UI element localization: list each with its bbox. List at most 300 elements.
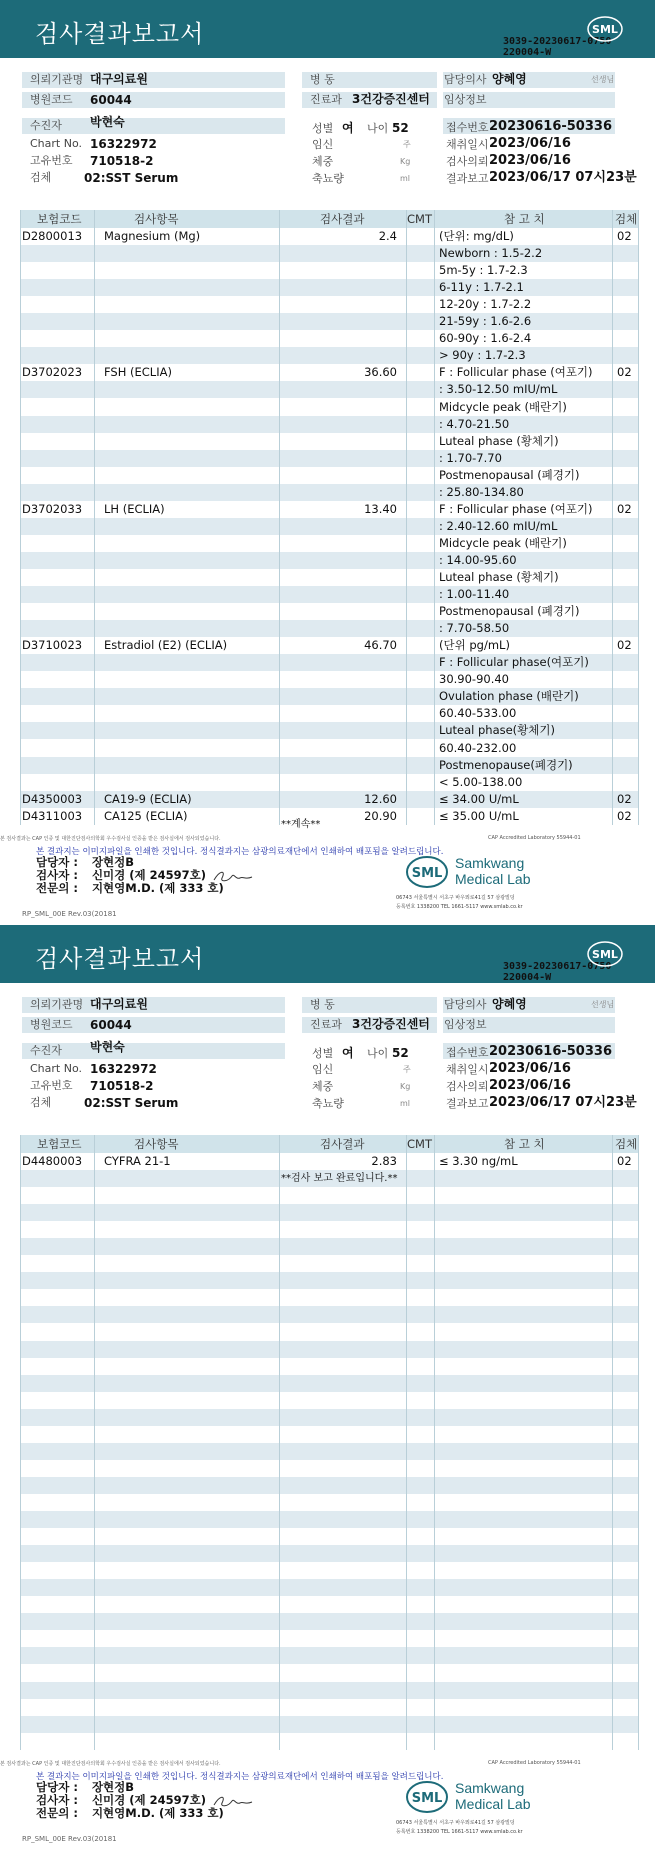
cell-result xyxy=(290,484,397,501)
cell-code xyxy=(22,552,92,569)
cell-ref: 21-59y : 1.6-2.6 xyxy=(439,314,532,329)
sex-label: 성별 xyxy=(312,122,334,135)
report-title: 검사결과보고서 xyxy=(35,945,205,973)
doctor-value: 양혜영 xyxy=(492,997,527,1011)
cell-item xyxy=(104,757,274,774)
hosp-code-value: 60044 xyxy=(90,1018,132,1032)
cell-ref: : 3.50-12.50 mIU/mL xyxy=(439,382,558,397)
cell-item: CA19-9 (ECLIA) xyxy=(104,791,192,806)
lab-name-1: Samkwang xyxy=(455,855,525,871)
report-title: 검사결과보고서 xyxy=(35,20,205,48)
weight-label: 체중 xyxy=(312,1080,334,1093)
col-code: 보험코드 xyxy=(37,212,82,226)
cell-spec xyxy=(617,586,637,603)
row-stripe xyxy=(20,1375,638,1392)
cell-ref: (단위 pg/mL) xyxy=(439,638,510,653)
report-value: 2023/06/17 07시23분 xyxy=(489,1095,637,1110)
urine-label: 축뇨량 xyxy=(312,1097,344,1110)
cell-result: 2.4 xyxy=(378,229,397,243)
cell-ref: 60-90y : 1.6-2.4 xyxy=(439,331,532,346)
cell-spec xyxy=(617,381,637,398)
column-divider xyxy=(638,210,639,825)
cell-ref: > 90y : 1.7-2.3 xyxy=(439,348,526,363)
cell-code xyxy=(22,603,92,620)
samkwang-logo xyxy=(405,1777,585,1817)
collect-value: 2023/06/16 xyxy=(489,1061,571,1076)
receipt-value: 20230616-50336 xyxy=(489,1044,612,1059)
cell-spec xyxy=(617,347,637,364)
name-label: 수진자 xyxy=(30,1044,62,1057)
cell-result xyxy=(290,552,397,569)
cell-ref: 60.40-232.00 xyxy=(439,740,517,755)
cell-ref: Ovulation phase (배란기) xyxy=(439,689,579,704)
preg-unit: 주 xyxy=(403,140,411,149)
cell-code: D4311003 xyxy=(22,808,83,823)
age-label: 나이 xyxy=(367,1047,389,1060)
cell-code xyxy=(22,671,92,688)
row-stripe xyxy=(20,1613,638,1630)
signature-scribble xyxy=(212,1793,254,1811)
row-stripe xyxy=(20,1341,638,1358)
cell-code: D3702023 xyxy=(22,365,83,380)
cell-result xyxy=(290,279,397,296)
urine-unit: ml xyxy=(400,174,411,183)
certification-note: 본 검사결과는 CAP 인증 및 대한진단검사의학회 우수검사실 인증을 받은 검사실에서 검사되었습니다. xyxy=(0,836,221,842)
column-divider xyxy=(94,1135,95,1750)
cell-spec xyxy=(617,296,637,313)
cell-ref: Luteal phase (황체기) xyxy=(439,433,559,448)
cell-code xyxy=(22,467,92,484)
lab-address: 06743 서울특별시 서초구 바우뫼로41길 57 삼광빌딩 등록번호 1338200 TEL 1661-5117 www.smlab.co.kr xyxy=(396,1820,523,1835)
col-cmt: CMT xyxy=(407,212,432,226)
signature-scribble xyxy=(212,868,254,886)
cell-item xyxy=(104,535,274,552)
receipt-value: 20230616-50336 xyxy=(489,119,612,134)
cell-item xyxy=(104,654,274,671)
cell-result: 12.60 xyxy=(364,791,397,806)
cell-ref: F : Follicular phase (여포기) xyxy=(439,365,593,380)
col-ref: 참 고 치 xyxy=(504,212,545,226)
specimen-value: 02:SST Serum xyxy=(84,1096,179,1110)
row-stripe xyxy=(20,1682,638,1699)
request-value: 2023/06/16 xyxy=(489,153,571,168)
cell-code xyxy=(22,757,92,774)
cell-code: D4480003 xyxy=(22,1154,83,1168)
cell-ref: : 14.00-95.60 xyxy=(439,552,517,567)
sml-logo xyxy=(586,940,624,968)
row-stripe xyxy=(20,1477,638,1494)
cell-spec xyxy=(617,654,637,671)
age-label: 나이 xyxy=(367,122,389,135)
cell-code xyxy=(22,705,92,722)
cell-result xyxy=(290,416,397,433)
cell-result xyxy=(290,433,397,450)
inst-value: 대구의료원 xyxy=(90,72,148,86)
row-stripe xyxy=(20,1647,638,1664)
cell-code xyxy=(22,450,92,467)
lab-name-2: Medical Lab xyxy=(455,871,531,887)
collect-label: 채취일시 xyxy=(446,1063,489,1076)
svg-text:SML: SML xyxy=(411,1791,443,1806)
cell-ref: Postmenopausal (폐경기) xyxy=(439,467,580,482)
cell-spec xyxy=(617,262,637,279)
cell-spec: 02 xyxy=(617,791,632,806)
cell-spec xyxy=(617,450,637,467)
cell-result: 13.40 xyxy=(364,501,397,516)
signatures: 담당자 : 장현정B 검사자 : 신미경 (제 24597호) 전문의 : 지현영M.D. (제 333 호) xyxy=(36,1780,224,1820)
cell-item xyxy=(104,518,274,535)
cell-spec xyxy=(617,313,637,330)
cell-spec xyxy=(617,757,637,774)
col-cmt: CMT xyxy=(407,1137,432,1151)
cell-spec xyxy=(617,467,637,484)
row-stripe xyxy=(20,1579,638,1596)
cell-ref: F : Follicular phase(여포기) xyxy=(439,655,589,670)
cell-item: CYFRA 21-1 xyxy=(104,1154,171,1168)
inst-label: 의뢰기관명 xyxy=(30,998,84,1011)
cell-item xyxy=(104,313,274,330)
results-table-header xyxy=(20,210,638,228)
cell-ref: (단위: mg/dL) xyxy=(439,229,514,243)
cell-item: LH (ECLIA) xyxy=(104,501,165,516)
cell-code xyxy=(22,262,92,279)
request-label: 검사의뢰 xyxy=(446,1080,489,1093)
cell-result: 20.90 xyxy=(364,808,397,823)
receipt-label: 접수번호 xyxy=(446,1046,489,1059)
preg-label: 임신 xyxy=(312,1063,334,1076)
cell-result xyxy=(290,262,397,279)
dept-label: 진료과 xyxy=(310,93,342,106)
cell-ref: Postmenopausal (폐경기) xyxy=(439,604,580,619)
cell-result xyxy=(290,671,397,688)
cell-ref: : 25.80-134.80 xyxy=(439,484,524,499)
cell-spec xyxy=(617,705,637,722)
name-label: 수진자 xyxy=(30,119,62,132)
cell-ref: 6-11y : 1.7-2.1 xyxy=(439,280,524,295)
inst-value: 대구의료원 xyxy=(90,997,148,1011)
cell-item xyxy=(104,552,274,569)
collect-label: 채취일시 xyxy=(446,138,489,151)
cell-spec xyxy=(617,722,637,739)
sex-label: 성별 xyxy=(312,1047,334,1060)
cell-item xyxy=(104,416,274,433)
cell-spec xyxy=(617,603,637,620)
preg-label: 임신 xyxy=(312,138,334,151)
cell-code xyxy=(22,381,92,398)
column-divider xyxy=(279,1135,280,1750)
lab-name-2: Medical Lab xyxy=(455,1796,531,1812)
cell-result xyxy=(290,347,397,364)
cell-item xyxy=(104,330,274,347)
cell-result xyxy=(290,245,397,262)
cell-item: Estradiol (E2) (ECLIA) xyxy=(104,638,228,653)
cell-item xyxy=(104,740,274,757)
col-result: 검사결과 xyxy=(320,1137,365,1151)
cell-ref: ≤ 35.00 U/mL xyxy=(439,808,519,823)
cell-code xyxy=(22,416,92,433)
cell-spec xyxy=(617,279,637,296)
svg-text:SML: SML xyxy=(592,23,618,36)
column-divider xyxy=(434,1135,435,1750)
signatures: 담당자 : 장현정B 검사자 : 신미경 (제 24597호) 전문의 : 지현영M.D. (제 333 호) xyxy=(36,855,224,895)
urine-unit: ml xyxy=(400,1099,411,1108)
cell-item xyxy=(104,569,274,586)
cell-ref: 30.90-90.40 xyxy=(439,672,509,687)
cell-code xyxy=(22,586,92,603)
weight-unit: Kg xyxy=(400,1082,411,1091)
cell-result xyxy=(290,620,397,637)
column-divider xyxy=(94,210,95,825)
id-value: 710518-2 xyxy=(90,154,154,168)
cell-result xyxy=(290,603,397,620)
col-specimen: 검체 xyxy=(615,212,638,226)
cell-result xyxy=(290,450,397,467)
cell-ref: Midcycle peak (배란기) xyxy=(439,535,567,550)
id-label: 고유번호 xyxy=(30,1079,73,1092)
request-label: 검사의뢰 xyxy=(446,155,489,168)
cell-spec: 02 xyxy=(617,808,632,823)
report-complete-note: **검사 보고 완료입니다.** xyxy=(281,1173,398,1184)
row-stripe xyxy=(20,1511,638,1528)
name-value: 박현숙 xyxy=(90,1040,125,1054)
cell-code: D3710023 xyxy=(22,638,83,653)
report-id: 3039-20230617-0750 220004-W xyxy=(503,36,612,58)
cell-ref: F : Follicular phase (여포기) xyxy=(439,501,593,516)
row-stripe xyxy=(20,1204,638,1221)
cell-spec: 02 xyxy=(617,365,632,380)
cell-code xyxy=(22,774,92,791)
cell-ref: : 2.40-12.60 mIU/mL xyxy=(439,518,558,533)
age-value: 52 xyxy=(392,121,409,135)
chart-value: 16322972 xyxy=(90,137,157,151)
specimen-label: 검체 xyxy=(30,171,52,184)
cell-code xyxy=(22,722,92,739)
hosp-code-value: 60044 xyxy=(90,93,132,107)
cell-code xyxy=(22,740,92,757)
cell-result xyxy=(290,313,397,330)
hosp-code-label: 병원코드 xyxy=(30,93,73,106)
cell-code xyxy=(22,620,92,637)
cell-ref: Luteal phase(황체기) xyxy=(439,723,555,738)
cell-result xyxy=(290,586,397,603)
cell-item xyxy=(104,586,274,603)
cell-result xyxy=(290,757,397,774)
column-divider xyxy=(638,1135,639,1750)
cell-spec xyxy=(617,399,637,416)
receipt-label: 접수번호 xyxy=(446,121,489,134)
name-value: 박현숙 xyxy=(90,115,125,129)
cell-result xyxy=(290,518,397,535)
row-stripe xyxy=(20,1306,638,1323)
cell-code: D3702033 xyxy=(22,501,83,516)
cell-spec xyxy=(617,535,637,552)
cell-code xyxy=(22,330,92,347)
report-label: 결과보고 xyxy=(446,1097,489,1110)
lab-name-1: Samkwang xyxy=(455,1780,525,1796)
cell-ref: : 1.70-7.70 xyxy=(439,450,502,465)
cell-item xyxy=(104,347,274,364)
column-divider xyxy=(612,210,613,825)
cell-ref: 12-20y : 1.7-2.2 xyxy=(439,297,532,312)
col-item: 검사항목 xyxy=(134,1137,179,1151)
col-code: 보험코드 xyxy=(37,1137,82,1151)
disclaimer: 본 결과지는 이미지파일을 인쇄한 것입니다. 정식결과지는 삼광의료재단에서 인쇄하여 배포됨을 알려드립니다. xyxy=(36,1772,444,1782)
cell-spec xyxy=(617,671,637,688)
doctor-suffix: 선생님 xyxy=(591,75,615,84)
row-stripe xyxy=(20,1545,638,1562)
doctor-value: 양혜영 xyxy=(492,72,527,86)
cell-result xyxy=(290,535,397,552)
row-stripe xyxy=(20,1272,638,1289)
cell-item xyxy=(104,603,274,620)
dept-value: 3건강증진센터 xyxy=(352,92,430,106)
row-stripe xyxy=(20,1716,638,1733)
cell-ref: Luteal phase (황체기) xyxy=(439,570,559,584)
cell-code xyxy=(22,484,92,501)
cell-result xyxy=(290,705,397,722)
cell-item: FSH (ECLIA) xyxy=(104,365,172,380)
cell-item xyxy=(104,296,274,313)
sex-value: 여 xyxy=(342,1046,354,1060)
report-label: 결과보고 xyxy=(446,172,489,185)
cell-result: 46.70 xyxy=(364,638,397,653)
chart-label: Chart No. xyxy=(30,137,82,150)
cell-item xyxy=(104,381,274,398)
age-value: 52 xyxy=(392,1046,409,1060)
chart-value: 16322972 xyxy=(90,1062,157,1076)
cell-item xyxy=(104,774,274,791)
cell-code xyxy=(22,245,92,262)
cell-spec xyxy=(617,330,637,347)
id-value: 710518-2 xyxy=(90,1079,154,1093)
col-ref: 참 고 치 xyxy=(504,1137,545,1151)
cell-ref: 60.40-533.00 xyxy=(439,706,517,721)
cell-result xyxy=(290,381,397,398)
cell-ref: ≤ 34.00 U/mL xyxy=(439,791,519,806)
cell-ref: : 4.70-21.50 xyxy=(439,416,510,431)
cell-result xyxy=(290,722,397,739)
cell-code xyxy=(22,279,92,296)
request-value: 2023/06/16 xyxy=(489,1078,571,1093)
cell-item xyxy=(104,450,274,467)
header-bar xyxy=(0,925,655,983)
svg-text:SML: SML xyxy=(592,948,618,961)
results-table-header xyxy=(20,1135,638,1153)
cell-spec xyxy=(617,688,637,705)
cell-code xyxy=(22,654,92,671)
cell-spec: 02 xyxy=(617,501,632,516)
lab-address: 06743 서울특별시 서초구 바우뫼로41길 57 삼광빌딩 등록번호 1338200 TEL 1661-5117 www.smlab.co.kr xyxy=(396,895,523,910)
column-divider xyxy=(612,1135,613,1750)
cell-code xyxy=(22,569,92,586)
cell-code xyxy=(22,433,92,450)
col-item: 검사항목 xyxy=(134,212,179,226)
cell-item: Magnesium (Mg) xyxy=(104,229,201,243)
cell-spec xyxy=(617,620,637,637)
cell-spec xyxy=(617,433,637,450)
inst-label: 의뢰기관명 xyxy=(30,73,84,86)
cell-spec: 02 xyxy=(617,638,632,653)
cell-code xyxy=(22,399,92,416)
doctor-label: 담당의사 xyxy=(444,73,487,86)
svg-text:SML: SML xyxy=(411,866,443,881)
cell-item xyxy=(104,688,274,705)
doctor-label: 담당의사 xyxy=(444,998,487,1011)
column-divider xyxy=(434,210,435,825)
continue-note: **계속** xyxy=(281,819,321,830)
row-stripe xyxy=(20,1443,638,1460)
cell-result xyxy=(290,467,397,484)
report-page-2 xyxy=(0,925,655,1850)
cell-spec: 02 xyxy=(617,229,632,243)
cell-item xyxy=(104,705,274,722)
cell-item: CA125 (ECLIA) xyxy=(104,808,188,823)
clinical-label: 임상정보 xyxy=(444,93,487,106)
cell-result: 36.60 xyxy=(364,365,397,380)
specimen-value: 02:SST Serum xyxy=(84,171,179,185)
cell-result xyxy=(290,399,397,416)
cell-spec xyxy=(617,552,637,569)
samkwang-logo xyxy=(405,852,585,892)
cell-code: D4350003 xyxy=(22,791,83,806)
cell-item xyxy=(104,262,274,279)
column-divider xyxy=(279,210,280,825)
cell-spec xyxy=(617,416,637,433)
cap-note: CAP Accredited Laboratory 55944-01 xyxy=(488,1760,581,1766)
cell-spec xyxy=(617,740,637,757)
cell-code xyxy=(22,535,92,552)
ward-label: 병 동 xyxy=(310,73,335,86)
collect-value: 2023/06/16 xyxy=(489,136,571,151)
col-specimen: 검체 xyxy=(615,1137,638,1151)
cell-result xyxy=(290,569,397,586)
doctor-suffix: 선생님 xyxy=(591,1000,615,1009)
cap-note: CAP Accredited Laboratory 55944-01 xyxy=(488,835,581,841)
col-result: 검사결과 xyxy=(320,212,365,226)
cell-code: D2800013 xyxy=(22,229,83,243)
column-divider xyxy=(406,210,407,825)
cell-ref: < 5.00-138.00 xyxy=(439,774,523,789)
dept-label: 진료과 xyxy=(310,1018,342,1031)
cell-spec xyxy=(617,569,637,586)
column-divider xyxy=(20,1135,21,1750)
sml-logo xyxy=(586,15,624,43)
cell-ref: Midcycle peak (배란기) xyxy=(439,399,567,414)
specimen-label: 검체 xyxy=(30,1096,52,1109)
cell-item xyxy=(104,433,274,450)
chart-label: Chart No. xyxy=(30,1062,82,1075)
certification-note: 본 검사결과는 CAP 인증 및 대한진단검사의학회 우수검사실 인증을 받은 검사실에서 검사되었습니다. xyxy=(0,1761,221,1767)
cell-item xyxy=(104,671,274,688)
column-divider xyxy=(406,1135,407,1750)
cell-item xyxy=(104,722,274,739)
cell-item xyxy=(104,484,274,501)
cell-spec xyxy=(617,245,637,262)
cell-spec xyxy=(617,484,637,501)
header-bar xyxy=(0,0,655,58)
cell-result: 2.83 xyxy=(371,1154,397,1168)
cell-ref: Postmenopause(폐경기) xyxy=(439,757,573,772)
cell-ref: Newborn : 1.5-2.2 xyxy=(439,246,543,261)
sex-value: 여 xyxy=(342,121,354,135)
cell-code xyxy=(22,688,92,705)
cell-ref: ≤ 3.30 ng/mL xyxy=(439,1154,518,1168)
hosp-code-label: 병원코드 xyxy=(30,1018,73,1031)
cell-spec xyxy=(617,518,637,535)
cell-ref: 5m-5y : 1.7-2.3 xyxy=(439,263,528,278)
cell-result xyxy=(290,740,397,757)
column-divider xyxy=(20,210,21,825)
